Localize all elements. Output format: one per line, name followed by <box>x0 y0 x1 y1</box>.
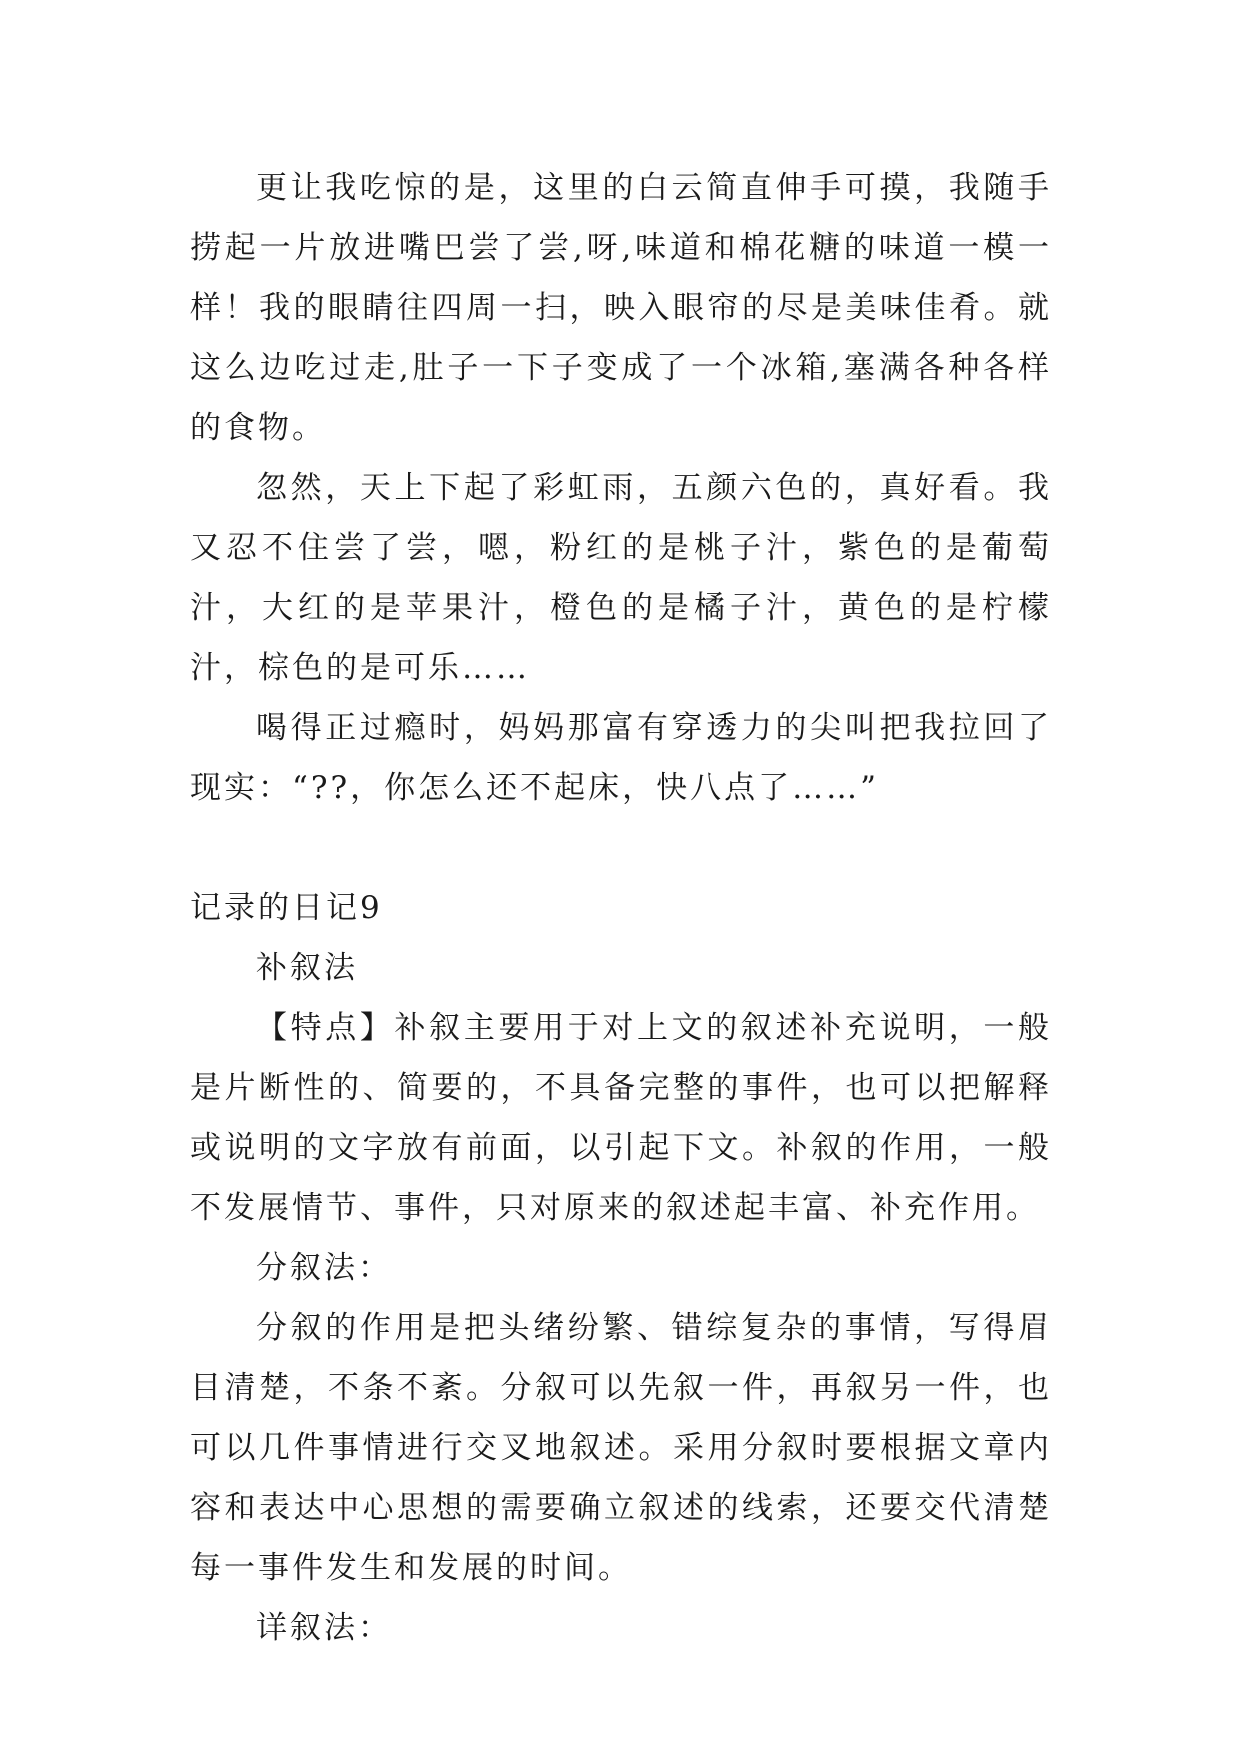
heading-xiangxu: 详叙法： <box>256 1610 392 1646</box>
paragraph-fenxu: 分叙的作用是把头绪纷繁、错综复杂的事情，写得眉目清楚，不条不紊。分叙可以先叙一件，再叙另一件，也可以几件事情进行交叉地叙述。采用分叙时要根据文章内容和表达中心思想的需要确立叙述的线索，还要交代清楚每一事件发生和发展的时间。 <box>190 1310 1052 1586</box>
paragraph-wake-up: 喝得正过瘾时，妈妈那富有穿透力的尖叫把我拉回了现实：“??，你怎么还不起床，快八点了……” <box>190 710 1052 806</box>
section-gap <box>190 818 1052 878</box>
document-page <box>190 158 1052 1658</box>
paragraph-clouds: 更让我吃惊的是，这里的白云简直伸手可摸，我随手捞起一片放进嘴巴尝了尝,呀,味道和棉花糖的味道一模一样！我的眼睛往四周一扫，映入眼帘的尽是美味佳肴。就这么边吃过走,肚子一下子变成了一个冰箱,塞满各种各样的食物。 <box>190 170 1052 446</box>
heading-buxu: 补叙法 <box>256 950 358 986</box>
paragraph-rainbow-rain: 忽然，天上下起了彩虹雨，五颜六色的，真好看。我又忍不住尝了尝，嗯，粉红的是桃子汁，紫色的是葡萄汁，大红的是苹果汁，橙色的是橘子汁，黄色的是柠檬汁，棕色的是可乐…… <box>190 470 1052 686</box>
section-title: 记录的日记9 <box>190 890 383 926</box>
paragraph-buxu: 【特点】补叙主要用于对上文的叙述补充说明，一般是片断性的、简要的，不具备完整的事件，也可以把解释或说明的文字放有前面，以引起下文。补叙的作用，一般不发展情节、事件，只对原来的叙述起丰富、补充作用。 <box>190 1010 1052 1226</box>
heading-fenxu: 分叙法： <box>256 1250 392 1286</box>
